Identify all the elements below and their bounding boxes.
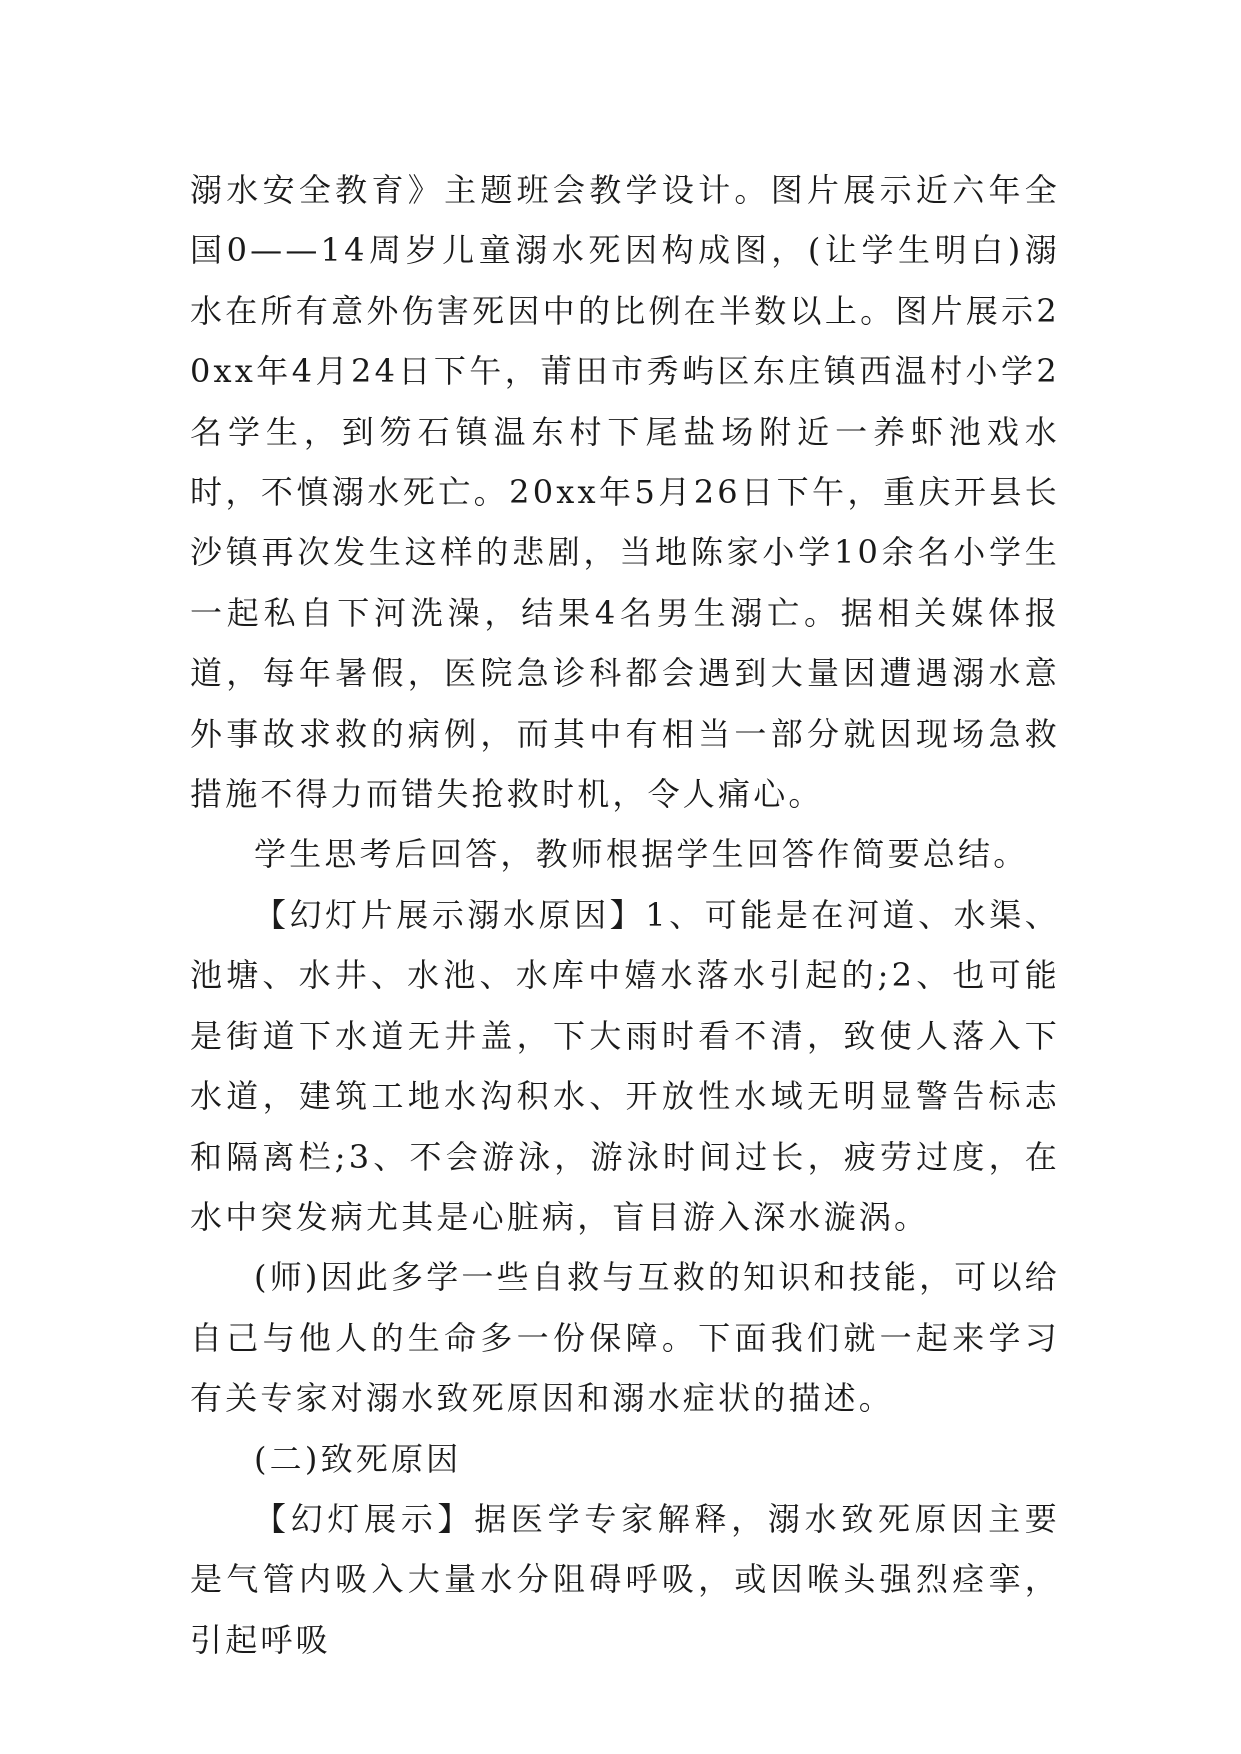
body-text (190, 160, 1060, 1670)
paragraph-slide-explanation: 【幻灯展示】据医学专家解释，溺水致死原因主要是气管内吸入大量水分阻碍呼吸，或因喉头强烈痉挛，引起呼吸 (190, 1499, 1060, 1659)
section-heading-fatal-causes: (二)致死原因 (254, 1439, 462, 1478)
paragraph-drowning-causes: 【幻灯片展示溺水原因】1、可能是在河道、水渠、池塘、水井、水池、水库中嬉水落水引起的;2、也可能是街道下水道无井盖，下大雨时看不清，致使人落入下水道，建筑工地水沟积水、开放性水域无明显警告标志和隔离栏;3、不会游泳，游泳时间过长，疲劳过度，在水中突发病尤其是心脏病，盲目游入深水漩涡。 (190, 895, 1060, 1236)
paragraph-student-answer: 学生思考后回答，教师根据学生回答作简要总结。 (254, 835, 1029, 874)
paragraph-teacher-note: (师)因此多学一些自救与互救的知识和技能，可以给自己与他人的生命多一份保障。下面我们就一起来学习有关专家对溺水致死原因和溺水症状的描述。 (190, 1258, 1060, 1418)
paragraph-lesson-intro: 溺水安全教育》主题班会教学设计。图片展示近六年全国0——14周岁儿童溺水死因构成图，(让学生明白)溺水在所有意外伤害死因中的比例在半数以上。图片展示20xx年4月24日下午，莆田市秀屿区东庄镇西温村小学2名学生，到笏石镇温东村下尾盐场附近一养虾池戏水时，不慎溺水死亡。20xx年5月26日下午，重庆开县长沙镇再次发生这样的悲剧，当地陈家小学10余名小学生一起私自下河洗澡，结果4名男生溺亡。据相关媒体报道，每年暑假，医院急诊科都会遇到大量因遭遇溺水意外事故求救的病例，而其中有相当一部分就因现场急救措施不得力而错失抢救时机，令人痛心。 (190, 171, 1060, 814)
